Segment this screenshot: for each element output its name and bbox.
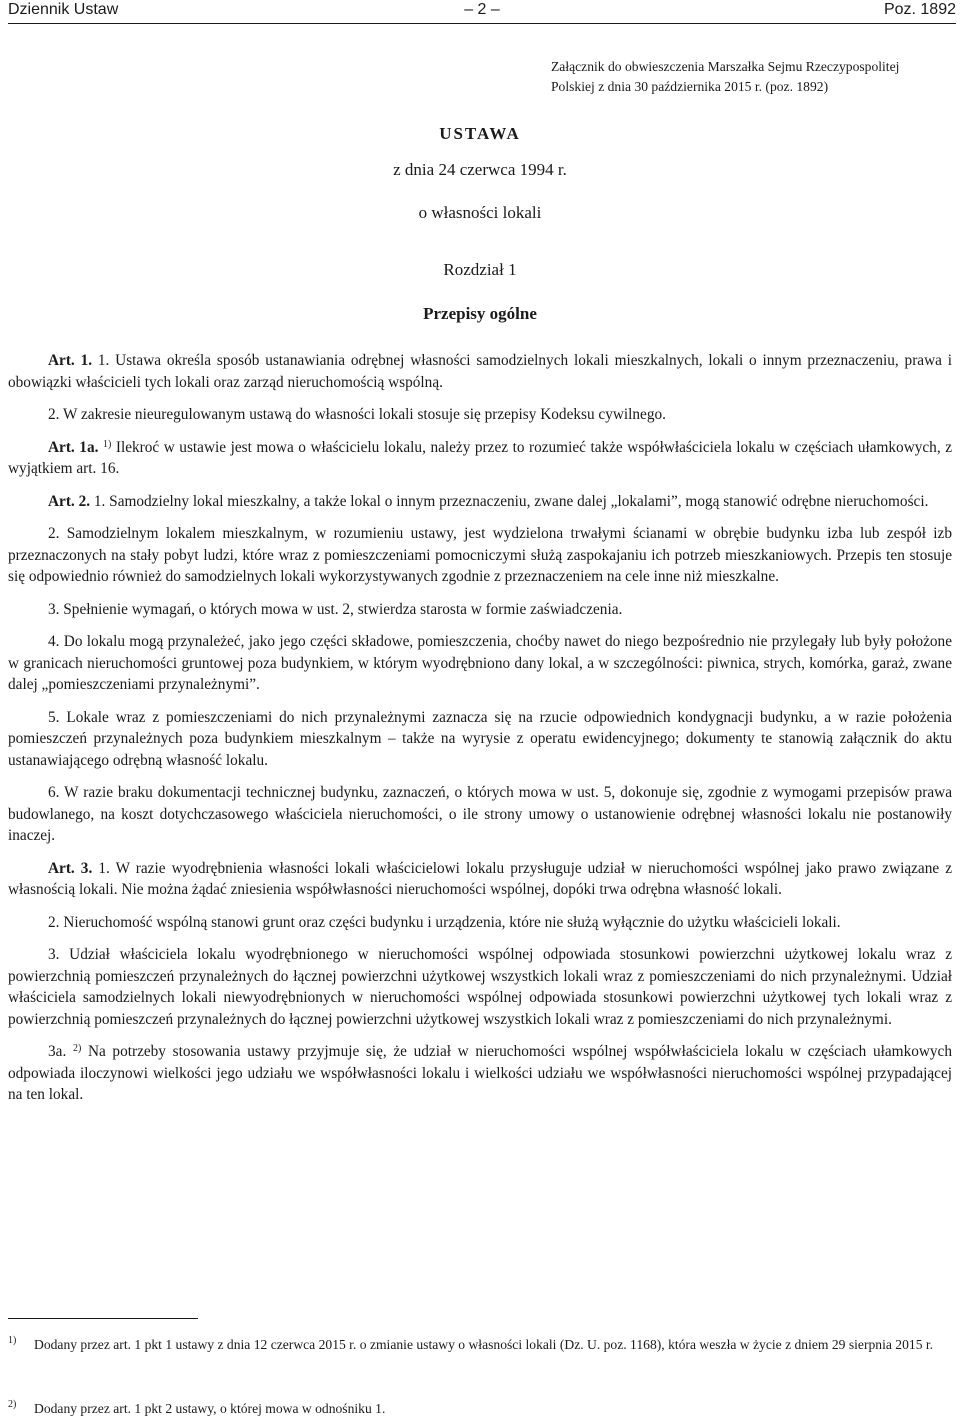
art-2-para-3: 3. Spełnienie wymagań, o których mowa w ust. 2, stwierdza starosta w formie zaświadczenia. [48, 600, 623, 618]
art-3-para-3a [8, 1041, 952, 1106]
page-header [8, 0, 956, 24]
footnote-2 [8, 1399, 952, 1419]
footnote-2-number: 2) [8, 1399, 17, 1410]
art-1-text-1: 1. Ustawa określa sposób ustanawiania odrębnej własności samodzielnych lokali mieszkalnych, lokali o innym przeznaczeniu, prawa i obowiązki właścicieli tych lokali oraz zarząd nieruchomością wspólną. [8, 352, 952, 391]
annex-line-2: Polskiej z dnia 30 października 2015 r. (poz. 1892) [551, 79, 829, 94]
chapter-title: Przepisy ogólne [423, 304, 537, 323]
art-3-para-3a-text: Na potrzeby stosowania ustawy przyjmuje się, że udział w nieruchomości wspólnej współwłaściciela lokalu w częściach ułamkowych odpowiada iloczynowi wielkości jego udziału we współwłasności lokalu i wielkości udziału we współwłasności nieruchomości wspólnej przypadającej na ten lokal. [8, 1043, 952, 1103]
art-2-para-2: 2. Samodzielnym lokalem mieszkalnym, w rozumieniu ustawy, jest wydzielona trwałymi ścianami w obrębie budynku izba lub zespół izb przeznaczonych na stały pobyt ludzi, które wraz z pomieszczeniami pomocniczymi służą zaspokajaniu ich potrzeb mieszkaniowych. Przepis ten stosuje się odpowiednio również do samodzielnych lokali wykorzystywanych zgodnie z przeznaczeniem na cele inne niż mieszkalne. [8, 525, 952, 585]
art-2-text-1: 1. Samodzielny lokal mieszkalny, a także lokal o innym przeznaczeniu, zwane dalej „lokalami”, mogą stanowić odrębne nieruchomości. [90, 492, 929, 510]
footnote-ref-1[interactable]: 1) [102, 438, 112, 450]
art-2-para-1 [8, 491, 952, 513]
footnote-ref-2[interactable]: 2) [72, 1043, 82, 1054]
art-3-text-1: 1. W razie wyodrębnienia własności lokali właścicielowi lokalu przysługuje udział w nieruchomości wspólnej jako prawo związane z własnością lokali. Nie można żądać zniesienia współwłasności nieruchomości wspólnej, dopóki trwa odrębna własność lokali. [8, 859, 952, 898]
art-1-para-2: 2. W zakresie nieuregulowanym ustawą do własności lokali stosuje się przepisy Kodeksu cywilnego. [48, 406, 666, 423]
act-title: USTAWA [439, 124, 521, 143]
act-subject: o własności lokali [418, 203, 542, 222]
art-3-para-2: 2. Nieruchomość wspólną stanowi grunt oraz części budynku i urządzenia, które nie służą wyłącznie do użytku właścicieli lokali. [48, 913, 841, 931]
art-1a-text: Ilekroć w ustawie jest mowa o właścicielu lokalu, należy przez to rozumieć także współwłaściciela lokalu w częściach ułamkowych, z wyjątkiem art. 16. [8, 438, 952, 477]
art-2-label: Art. 2. [48, 492, 91, 510]
art-3-para-3: 3. Udział właściciela lokalu wyodrębnionego w nieruchomości wspólnej odpowiada stosunkowi powierzchni użytkowej lokalu wraz z powierzchnią pomieszczeń przynależnych do łącznej powierzchni użytkowej wszystkich lokali wraz z pomieszczeniami do nich przynależnymi. Udział właściciela samodzielnych lokali niewyodrębnionych w nieruchomości wspólnej odpowiada stosunkowi powierzchni użytkowej tych lokali wraz z powierzchnią pomieszczeń przynależnych do łącznej powierzchni użytkowej wszystkich lokali wraz z pomieszczeniami do nich przynależnymi. [8, 946, 952, 1028]
annex-note [551, 57, 956, 97]
footnote-1-text: Dodany przez art. 1 pkt 1 ustawy z dnia 12 czerwca 2015 r. o zmianie ustawy o własności lokali (Dz. U. poz. 1168), która weszła w życie z dniem 29 sierpnia 2015 r. [34, 1337, 934, 1352]
art-1-para-1 [8, 350, 952, 393]
position-number: Poz. 1892 [883, 1, 956, 18]
journal-name: Dziennik Ustaw [8, 1, 119, 18]
art-2-para-6: 6. W razie braku dokumentacji technicznej budynku, zaznaczeń, o których mowa w ust. 5, dokonuje się, zgodnie z wymogami przepisów prawa budowlanego, na koszt dotychczasowego właściciela nieruchomości, o ile strony umowy o ustanowienie odrębnej własności lokalu nie postanowiły inaczej. [8, 784, 952, 844]
page-number: – 2 – [464, 1, 500, 18]
art-2-para-5: 5. Lokale wraz z pomieszczeniami do nich przynależnymi zaznacza się na rzucie odpowiednich kondygnacji budynku, a w razie położenia pomieszczeń przynależnych poza budynkiem mieszkalnym – także na wyrysie z operatu ewidencyjnego; dokumenty te stanowią załącznik do aktu ustanawiającego odrębną własność lokalu. [8, 708, 952, 769]
footnote-1 [8, 1335, 952, 1355]
art-2-para-4: 4. Do lokalu mogą przynależeć, jako jego części składowe, pomieszczenia, choćby nawet do niego bezpośrednio nie przylegały lub były położone w granicach nieruchomości gruntowej poza budynkiem, w którym wyodrębniono dany lokal, a w szczególności: piwnica, strych, komórka, garaż, zwane dalej „pomieszczeniami przynależnymi”. [8, 633, 952, 693]
header-rule [8, 23, 956, 24]
chapter-number: Rozdział 1 [443, 260, 517, 279]
act-date: z dnia 24 czerwca 1994 r. [393, 160, 567, 179]
art-1a [8, 437, 952, 480]
art-1a-label: Art. 1a. [48, 438, 99, 456]
annex-line-1: Załącznik do obwieszczenia Marszałka Sejmu Rzeczypospolitej [551, 59, 900, 74]
art-3-para-3a-label: 3a. [48, 1043, 67, 1060]
footnote-1-number: 1) [8, 1335, 17, 1346]
art-3-label: Art. 3. [48, 859, 93, 877]
footnote-2-text: Dodany przez art. 1 pkt 2 ustawy, o której mowa w odnośniku 1. [34, 1401, 386, 1416]
footnote-rule [8, 1318, 198, 1319]
art-1-label: Art. 1. [48, 352, 93, 369]
document-body [8, 350, 952, 1106]
art-3-para-1 [8, 858, 952, 901]
